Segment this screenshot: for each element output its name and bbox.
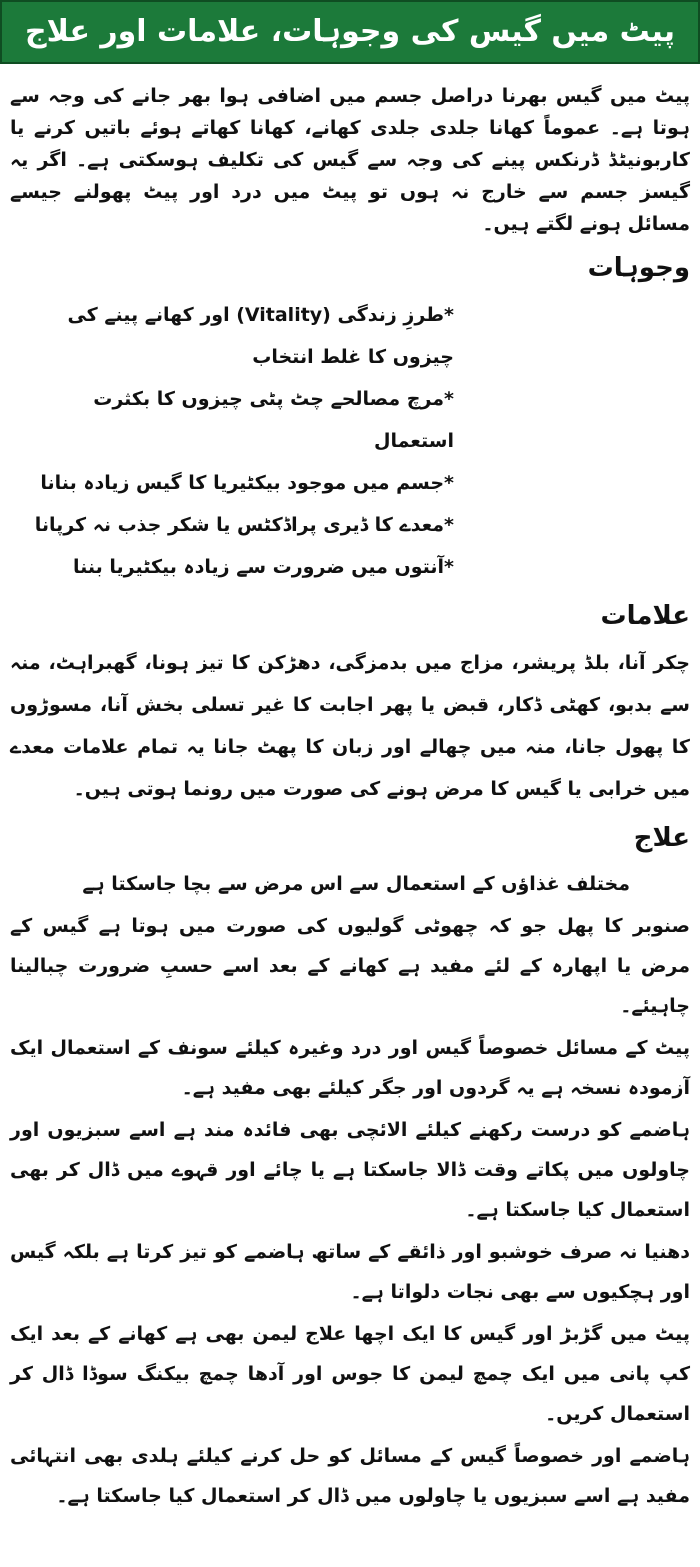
- treatment-section: [10, 864, 690, 1516]
- treatment-paragraph: صنوبر کا پھل جو کہ چھوٹی گولیوں کی صورت میں ہوتا ہے گیس کے مرض یا اپھارہ کے لئے مفید ہے کھانے کے بعد اسے حسبِ ضرورت چبالینا چاہیئے۔: [10, 915, 690, 1017]
- list-item: *جسم میں موجود بیکٹیریا کا گیس زیادہ بنانا: [40, 472, 454, 494]
- list-item: *مرچ مصالحے چٹ پٹی چیزوں کا بکثرت استعمال: [93, 388, 454, 452]
- title-banner: [0, 0, 700, 64]
- list-item: *طرزِ زندگی (Vitality) اور کھانے پینے کی چیزوں کا غلط انتخاب: [67, 304, 454, 368]
- page-title: پیٹ میں گیس کی وجوہات، علامات اور علاج: [25, 14, 675, 49]
- causes-list: [10, 294, 690, 588]
- intro-paragraph: پیٹ میں گیس بھرنا دراصل جسم میں اضافی ہوا بھر جانے کی وجہ سے ہوتا ہے۔ عموماً کھانا جلدی جلدی کھانے، کھانا کھاتے ہوئے باتیں کرنے یا کاربونیٹڈ ڈرنکس پینے کی وجہ سے گیس کی تکلیف ہوسکتی ہے۔ اگر یہ گیسز جسم سے خارج نہ ہوں تو پیٹ میں درد اور پیٹ پھولنے جیسے مسائل ہونے لگتے ہیں۔: [10, 85, 690, 235]
- treatment-paragraph: ہاضمے اور خصوصاً گیس کے مسائل کو حل کرنے کیلئے ہلدی بھی انتہائی مفید ہے اسے سبزیوں یا چاولوں میں ڈال کر استعمال کیا جاسکتا ہے۔: [10, 1445, 690, 1507]
- treatment-paragraph: مختلف غذاؤں کے استعمال سے اس مرض سے بچا جاسکتا ہے: [82, 873, 630, 895]
- symptoms-section: [10, 642, 690, 810]
- symptoms-paragraph: چکر آنا، بلڈ پریشر، مزاج میں بدمزگی، دھڑکن کا تیز ہونا، گھبراہٹ، منہ سے بدبو، کھٹی ڈکار، قبض یا پھر اجابت کا غیر تسلی بخش آنا، مسوڑوں کا پھول جانا، منہ میں چھالے اور زبان کا پھٹ جانا یہ تمام علامات معدے میں خرابی یا گیس کا مرض ہونے کی صورت میں رونما ہوتی ہیں۔: [10, 652, 690, 800]
- list-item: *آنتوں میں ضرورت سے زیادہ بیکٹیریا بننا: [72, 556, 454, 578]
- treatment-paragraph: پیٹ کے مسائل خصوصاً گیس اور درد وغیرہ کیلئے سونف کے استعمال ایک آزمودہ نسخہ ہے یہ گردوں اور جگر کیلئے بھی مفید ہے۔: [10, 1037, 690, 1099]
- article-body: [0, 64, 700, 1516]
- causes-heading: وجوہات: [587, 253, 690, 283]
- symptoms-heading: علامات: [600, 601, 690, 631]
- treatment-paragraph: دھنیا نہ صرف خوشبو اور ذائقے کے ساتھ ہاضمے کو تیز کرتا ہے بلکہ گیس اور ہچکیوں سے بھی نجات دلواتا ہے۔: [10, 1241, 690, 1303]
- treatment-paragraph: پیٹ میں گڑبڑ اور گیس کا ایک اچھا علاج لیمن بھی ہے کھانے کے بعد ایک کپ پانی میں ایک چمچ لیمن کا جوس اور آدھا چمچ بیکنگ سوڈا ڈال کر استعمال کریں۔: [10, 1323, 690, 1425]
- treatment-paragraph: ہاضمے کو درست رکھنے کیلئے الائچی بھی فائدہ مند ہے اسے سبزیوں اور چاولوں میں پکاتے وقت ڈالا جاسکتا ہے یا چائے اور قہوے میں ڈال کر بھی استعمال کیا جاسکتا ہے۔: [10, 1119, 690, 1221]
- list-item: *معدے کا ڈیری پراڈکٹس یا شکر جذب نہ کرپانا: [34, 514, 454, 536]
- treatment-heading: علاج: [633, 823, 690, 853]
